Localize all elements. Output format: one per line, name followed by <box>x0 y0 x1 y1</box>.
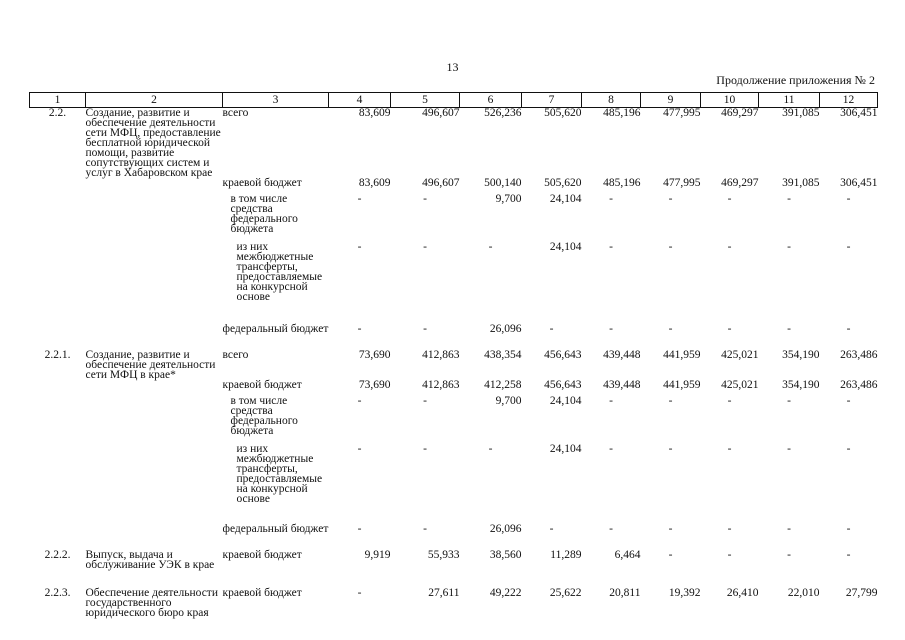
value-cell: - <box>846 395 851 407</box>
value-cell: - <box>357 395 362 407</box>
funding-source: краевой бюджет <box>222 177 302 189</box>
value-cell: - <box>609 443 613 455</box>
value-cell: - <box>727 241 732 253</box>
value-cell: 500,140 <box>484 177 522 189</box>
funding-source: краевой бюджет <box>222 549 302 561</box>
table-row <box>30 550 878 588</box>
value-cell: - <box>357 193 362 205</box>
value-cell: - <box>357 241 362 253</box>
value-cell: 469,297 <box>721 107 759 119</box>
table-row <box>30 380 878 396</box>
value-cell: - <box>727 523 732 535</box>
value-cell: 55,933 <box>427 549 460 561</box>
value-cell: 83,609 <box>358 107 391 119</box>
table-row <box>30 350 878 380</box>
item-code <box>30 242 86 324</box>
appendix-continuation: Продолжение приложения № 2 <box>716 73 875 87</box>
value-cell: 456,643 <box>544 379 582 391</box>
item-name <box>86 444 223 524</box>
value-cell: - <box>787 395 791 407</box>
value-cell: 439,448 <box>603 379 641 391</box>
value-cell: - <box>357 443 362 455</box>
item-name: Выпуск, выдача и обслуживание УЭК в крае <box>85 549 215 571</box>
item-name <box>86 242 223 324</box>
value-cell: - <box>609 395 613 407</box>
column-header: 6 <box>460 93 522 108</box>
table-row <box>30 194 878 242</box>
value-cell: - <box>423 241 427 253</box>
value-cell: - <box>423 523 427 535</box>
column-header: 8 <box>582 93 641 108</box>
funding-source: в том числе средства федерального бюджета <box>230 395 298 437</box>
table-row <box>30 108 878 179</box>
value-cell: 9,700 <box>495 395 522 407</box>
value-cell: - <box>488 443 493 455</box>
value-cell: - <box>787 549 791 561</box>
item-code <box>30 444 86 524</box>
value-cell: 496,607 <box>422 107 460 119</box>
value-cell: - <box>846 241 851 253</box>
funding-source: федеральный бюджет <box>222 323 329 335</box>
value-cell: - <box>846 523 851 535</box>
value-cell: 25,622 <box>549 587 582 599</box>
value-cell: 441,959 <box>663 349 701 361</box>
value-cell: 24,104 <box>549 241 582 253</box>
value-cell: - <box>787 523 791 535</box>
item-code: 2.2.1. <box>44 349 71 361</box>
value-cell: 412,863 <box>422 349 460 361</box>
value-cell: - <box>423 193 427 205</box>
value-cell: 83,609 <box>358 177 391 189</box>
value-cell: 412,863 <box>422 379 460 391</box>
value-cell: 73,690 <box>358 349 391 361</box>
item-name: Создание, развитие и обеспечение деятельности сети МФЦ, предоставление бесплатной юридической помощи, развитие сопутствующих систем и услуг в Хабаровском крае <box>85 107 221 179</box>
header-row <box>30 93 878 108</box>
value-cell: - <box>727 443 732 455</box>
value-cell: - <box>609 241 613 253</box>
value-cell: 26,096 <box>489 323 522 335</box>
value-cell: 38,560 <box>489 549 522 561</box>
item-code <box>30 380 86 396</box>
column-header: 11 <box>759 93 820 108</box>
column-header: 1 <box>30 93 86 108</box>
value-cell: - <box>357 587 362 599</box>
item-code <box>30 396 86 444</box>
value-cell: - <box>549 323 554 335</box>
value-cell: - <box>668 523 673 535</box>
value-cell: - <box>609 323 613 335</box>
page-number: 13 <box>446 60 459 74</box>
value-cell: - <box>423 323 427 335</box>
item-code <box>30 324 86 350</box>
value-cell: 391,085 <box>782 177 820 189</box>
value-cell: 19,392 <box>668 587 701 599</box>
item-name <box>86 194 223 242</box>
funding-source: федеральный бюджет <box>222 523 329 535</box>
item-code <box>30 524 86 550</box>
item-name <box>86 524 223 550</box>
column-header: 3 <box>223 93 329 108</box>
value-cell: 485,196 <box>603 107 641 119</box>
value-cell: - <box>668 395 673 407</box>
column-header: 2 <box>86 93 223 108</box>
item-name: Обеспечение деятельности государственного юридического бюро края <box>85 587 218 619</box>
value-cell: 438,354 <box>484 349 522 361</box>
value-cell: 27,611 <box>428 587 460 599</box>
value-cell: - <box>846 443 851 455</box>
value-cell: 477,995 <box>663 107 701 119</box>
column-header: 7 <box>522 93 582 108</box>
table-row <box>30 588 878 638</box>
value-cell: - <box>727 395 732 407</box>
funding-source: краевой бюджет <box>222 379 302 391</box>
value-cell: 24,104 <box>549 443 582 455</box>
value-cell: 505,620 <box>544 107 582 119</box>
value-cell: - <box>846 323 851 335</box>
value-cell: 24,104 <box>549 395 582 407</box>
value-cell: 354,190 <box>782 349 820 361</box>
table-row <box>30 242 878 324</box>
value-cell: 26,410 <box>726 587 759 599</box>
funding-source: из них межбюджетные трансферты, предоставляемые на конкурсной основе <box>236 443 323 505</box>
value-cell: - <box>787 323 791 335</box>
value-cell: 9,700 <box>495 193 522 205</box>
value-cell: - <box>609 523 613 535</box>
column-header: 4 <box>329 93 391 108</box>
value-cell: - <box>488 241 493 253</box>
table-row <box>30 324 878 350</box>
value-cell: - <box>668 193 673 205</box>
value-cell: - <box>423 395 427 407</box>
column-header: 5 <box>391 93 460 108</box>
item-name <box>86 396 223 444</box>
item-code <box>30 178 86 194</box>
value-cell: - <box>549 523 554 535</box>
funding-source: всего <box>222 349 249 361</box>
column-header: 10 <box>701 93 759 108</box>
value-cell: - <box>357 523 362 535</box>
value-cell: - <box>668 443 673 455</box>
value-cell: 306,451 <box>840 107 878 119</box>
table-row <box>30 444 878 524</box>
value-cell: 391,085 <box>782 107 820 119</box>
value-cell: 9,919 <box>364 549 391 561</box>
table-row <box>30 396 878 444</box>
value-cell: 439,448 <box>603 349 641 361</box>
value-cell: 263,486 <box>840 379 878 391</box>
item-name <box>86 380 223 396</box>
value-cell: 49,222 <box>489 587 522 599</box>
value-cell: - <box>668 323 673 335</box>
value-cell: 456,643 <box>544 349 582 361</box>
value-cell: 73,690 <box>358 379 391 391</box>
value-cell: - <box>357 323 362 335</box>
item-code: 2.2.3. <box>44 587 71 599</box>
item-name: Создание, развитие и обеспечение деятельности сети МФЦ в крае* <box>85 349 216 381</box>
value-cell: 469,297 <box>721 177 759 189</box>
funding-source: в том числе средства федерального бюджета <box>230 193 298 235</box>
value-cell: 22,010 <box>787 587 820 599</box>
value-cell: - <box>787 193 791 205</box>
value-cell: 26,096 <box>489 523 522 535</box>
value-cell: 441,959 <box>663 379 701 391</box>
item-name <box>86 324 223 350</box>
value-cell: 412,258 <box>484 379 522 391</box>
funding-source: всего <box>222 107 249 119</box>
funding-source: из них межбюджетные трансферты, предоставляемые на конкурсной основе <box>236 241 323 303</box>
table-row <box>30 524 878 550</box>
item-name <box>86 178 223 194</box>
value-cell: 263,486 <box>840 349 878 361</box>
value-cell: - <box>846 193 851 205</box>
value-cell: 477,995 <box>663 177 701 189</box>
value-cell: 27,799 <box>845 587 878 599</box>
value-cell: - <box>668 241 673 253</box>
value-cell: 505,620 <box>544 177 582 189</box>
funding-source: краевой бюджет <box>222 587 302 599</box>
value-cell: 11,289 <box>550 549 582 561</box>
value-cell: - <box>727 549 732 561</box>
value-cell: - <box>787 241 791 253</box>
value-cell: - <box>787 443 791 455</box>
value-cell: - <box>668 549 673 561</box>
value-cell: - <box>727 323 732 335</box>
value-cell: 496,607 <box>422 177 460 189</box>
column-header: 12 <box>820 93 878 108</box>
item-code <box>30 194 86 242</box>
value-cell: 425,021 <box>721 349 759 361</box>
value-cell: 354,190 <box>782 379 820 391</box>
value-cell: 6,464 <box>614 549 641 561</box>
value-cell: - <box>423 443 427 455</box>
budget-table <box>29 92 878 638</box>
value-cell: 485,196 <box>603 177 641 189</box>
value-cell: - <box>727 193 732 205</box>
item-code: 2.2.2. <box>44 549 71 561</box>
value-cell: - <box>846 549 851 561</box>
item-code: 2.2. <box>48 107 67 119</box>
value-cell: 20,811 <box>609 587 641 599</box>
table-row <box>30 178 878 194</box>
column-header: 9 <box>641 93 701 108</box>
value-cell: 24,104 <box>549 193 582 205</box>
value-cell: 425,021 <box>721 379 759 391</box>
value-cell: 526,236 <box>484 107 522 119</box>
value-cell: 306,451 <box>840 177 878 189</box>
value-cell: - <box>609 193 613 205</box>
